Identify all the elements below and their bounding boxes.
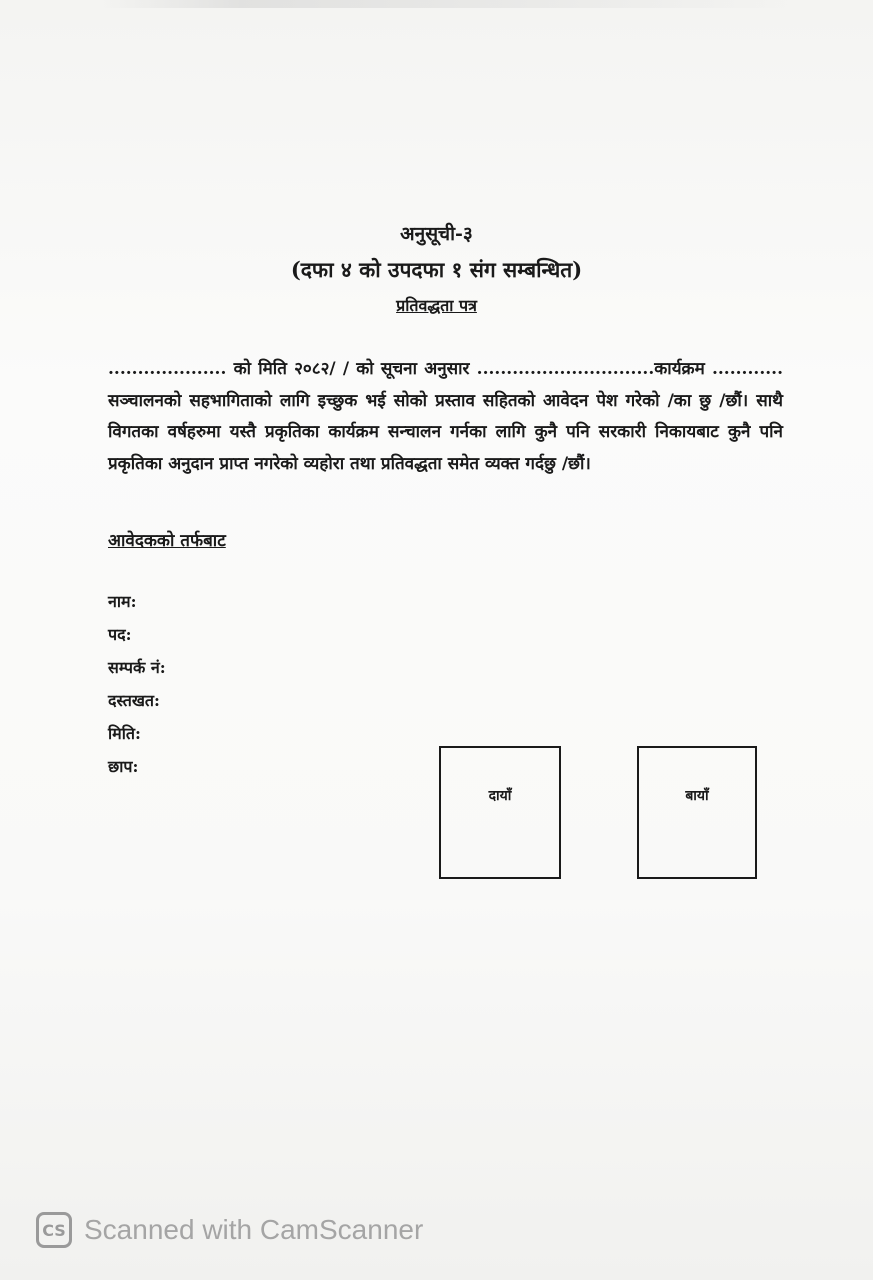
signature-field-label: दस्तखत:	[108, 691, 160, 710]
position-field-label: पद:	[108, 625, 132, 644]
right-thumbprint-label: दायाँ	[488, 788, 512, 804]
contact-field-label: सम्पर्क नं:	[108, 658, 166, 677]
top-bleed-through	[100, 0, 800, 8]
right-thumbprint-box	[439, 746, 561, 879]
section-reference: (दफा ४ को उपदफा १ संग सम्बन्धित)	[290, 257, 583, 282]
seal-field-label: छाप:	[108, 757, 139, 776]
annex-title: अनुसूची-३	[400, 223, 473, 245]
watermark-text: Scanned with CamScanner	[84, 1214, 424, 1245]
document-title: प्रतिवद्धता पत्र	[396, 296, 477, 315]
left-thumbprint-label: बायाँ	[685, 788, 709, 804]
name-field-label: नाम:	[108, 592, 137, 611]
left-thumbprint-box	[637, 746, 757, 879]
camscanner-logo-icon: CS	[36, 1212, 72, 1248]
camscanner-watermark	[36, 1208, 423, 1252]
date-field-label: मिति:	[108, 724, 141, 743]
applicant-heading: आवेदकको तर्फबाट	[108, 531, 226, 551]
commitment-body: .................... को मिति २०८२/ / को सूचना अनुसार ..............................कार्यक्रम ............ सञ्चालनको सहभागिताको लागि इच्छुक भई सोको प्रस्ताव सहितको आवेदन पेश गरेको /का छु /छौं। साथै विगतका वर्षहरुमा यस्तै प्रकृतिका कार्यक्रम सन्चालन गर्नका लागि कुनै पनि सरकारी निकायबाट कुनै पनि प्रकृतिका अनुदान प्राप्त नगरेको व्यहोरा तथा प्रतिवद्धता समेत व्यक्त गर्दछु /छौं।	[108, 359, 783, 474]
